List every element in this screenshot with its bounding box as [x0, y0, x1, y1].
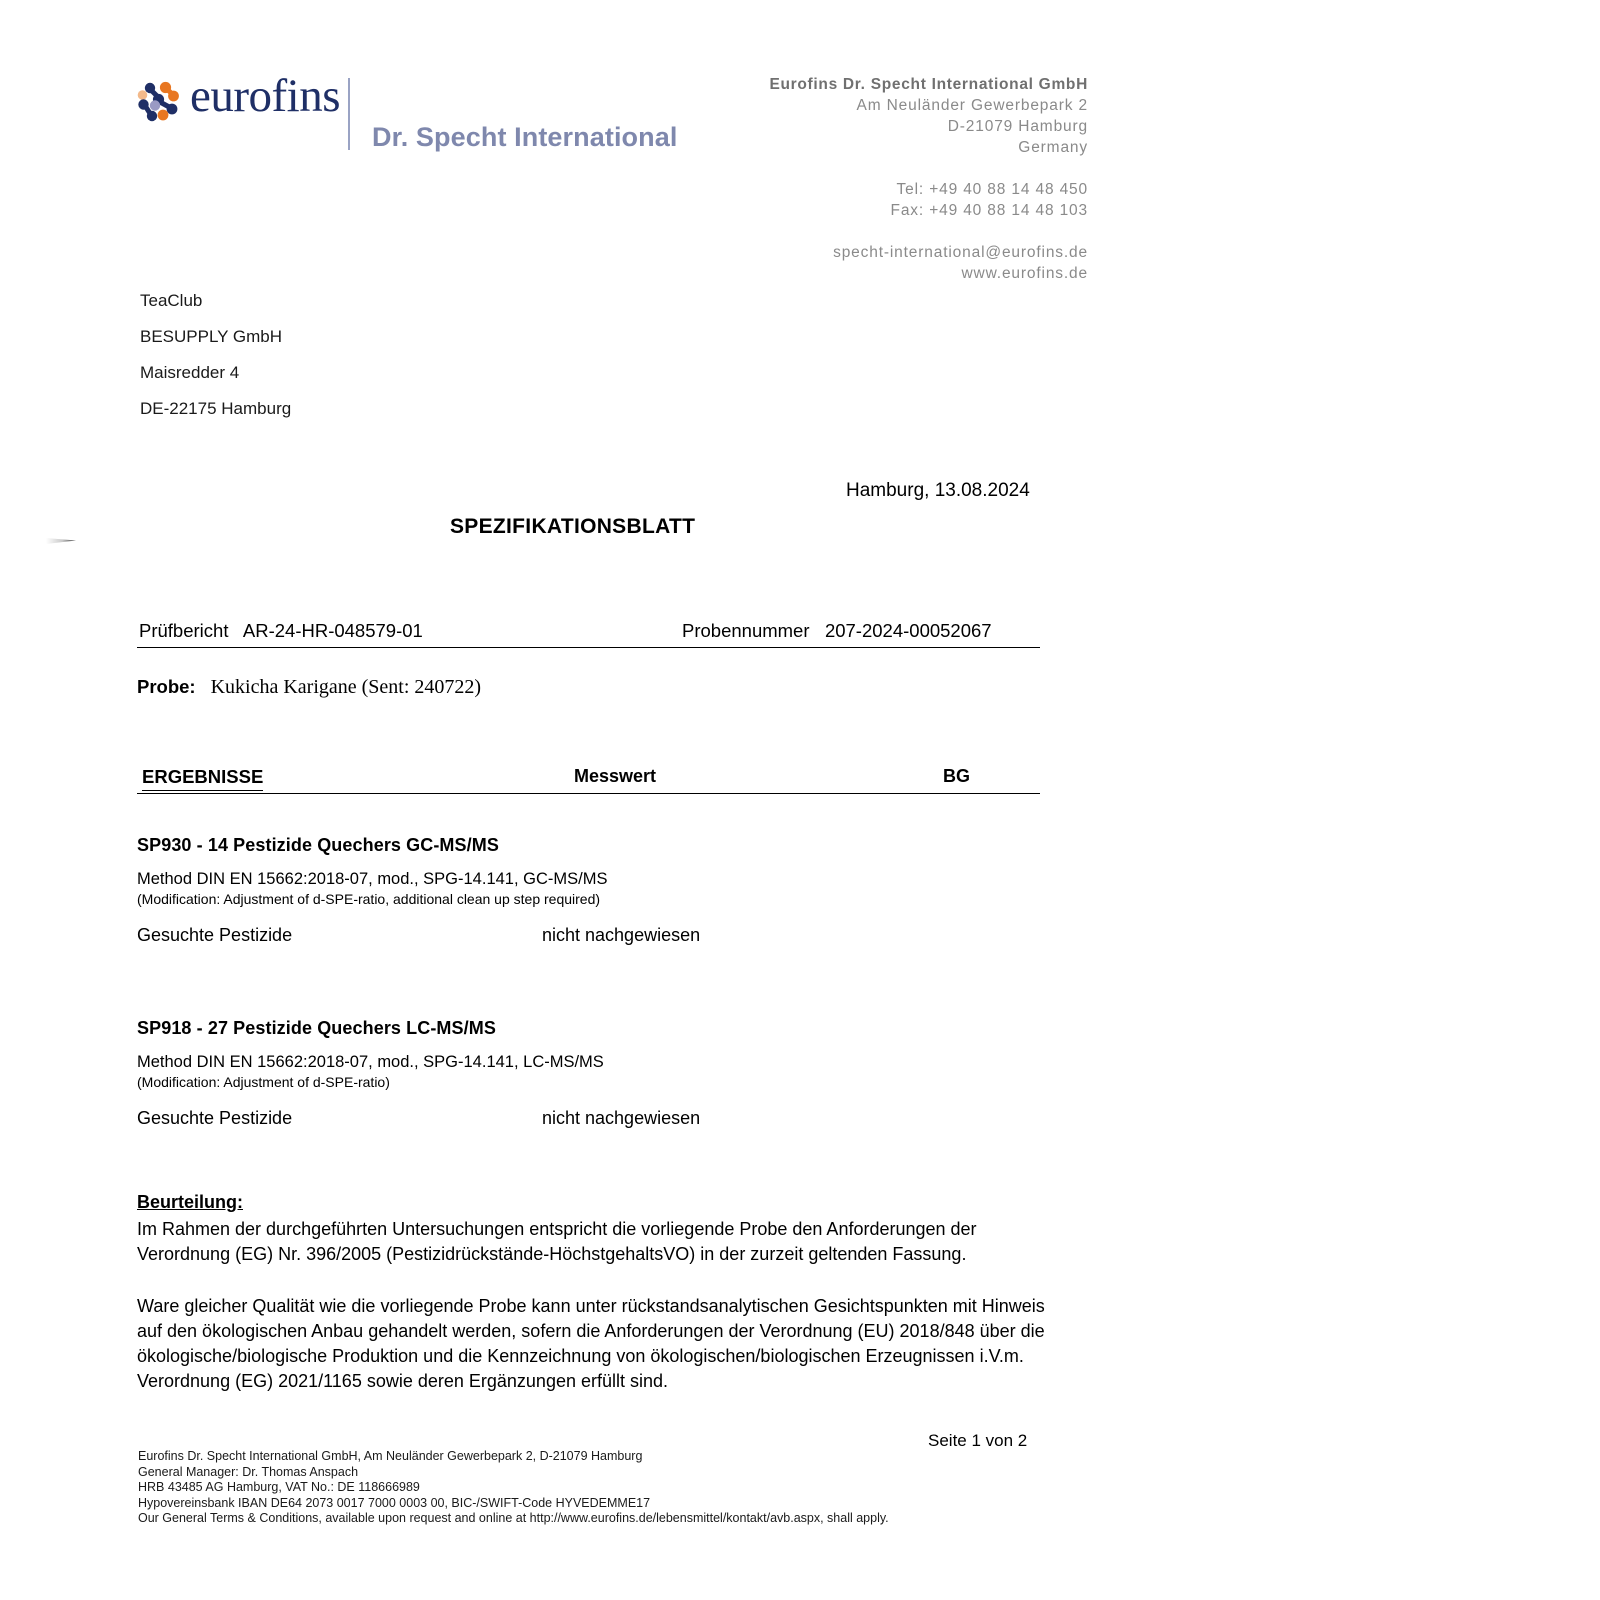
recipient-line-1: TeaClub [140, 291, 203, 310]
table-row [137, 1108, 1040, 1134]
header-street: Am Neuländer Gewerbepark 2 [856, 97, 1088, 114]
report-number-label: Prüfbericht [139, 620, 229, 641]
header-country: Germany [1018, 139, 1088, 156]
method-title: SP930 - 14 Pestizide Quechers GC-MS/MS [137, 835, 499, 855]
page-number: Seite 1 von 2 [928, 1431, 1028, 1450]
header-email: specht-international@eurofins.de [833, 244, 1088, 261]
report-number-field [139, 620, 423, 642]
report-number-value: AR-24-HR-048579-01 [242, 620, 423, 641]
recipient-address-block [140, 283, 291, 427]
column-header-loq: BG [943, 766, 970, 786]
header-company: Eurofins Dr. Specht International GmbH [769, 76, 1088, 93]
column-header-value: Messwert [574, 766, 657, 786]
sample-number-label: Probennummer [682, 620, 810, 641]
footer-line-4: Hypovereinsbank IBAN DE64 2073 0017 7000 0003 00, BIC-/SWIFT-Code HYVEDEMME17 [138, 1495, 651, 1510]
method-standard: Method DIN EN 15662:2018-07, mod., SPG-14.141, LC-MS/MS [137, 1053, 604, 1071]
margin-arrow-icon [46, 533, 80, 549]
table-row [137, 925, 1040, 951]
sample-name-value: Kukicha Karigane (Sent: 240722) [210, 676, 482, 698]
eurofins-logo [134, 72, 340, 126]
footer-line-5: Our General Terms & Conditions, available upon request and online at http://www.eurofins.de/lebensmittel/kontakt/avb.aspx, shall apply. [138, 1511, 889, 1525]
assessment-paragraph-1: Im Rahmen der durchgeführten Untersuchungen entspricht die vorliegende Probe den Anforderungen der Verordnung (EG) Nr. 396/2005 (Pestizidrückstände-HöchstgehaltsVO) in der zurzeit geltenden Fassung. [137, 1219, 977, 1264]
method-standard: Method DIN EN 15662:2018-07, mod., SPG-14.141, GC-MS/MS [137, 870, 608, 888]
sample-name-row [137, 676, 481, 699]
method-title: SP918 - 27 Pestizide Quechers LC-MS/MS [137, 1018, 496, 1038]
recipient-line-4: DE-22175 Hamburg [140, 399, 292, 418]
recipient-line-3: Maisredder 4 [140, 363, 240, 382]
recipient-line-2: BESUPPLY GmbH [140, 327, 283, 346]
header-address-block [769, 74, 1088, 284]
eurofins-dots-logo-icon [134, 78, 182, 126]
result-parameter: Gesuchte Pestizide [137, 1108, 293, 1128]
sample-number-field [682, 620, 992, 642]
assessment-title: Beurteilung: [137, 1192, 243, 1212]
result-parameter: Gesuchte Pestizide [137, 925, 293, 945]
column-header-parameter: ERGEBNISSE [142, 766, 263, 791]
method-block [137, 835, 1040, 951]
footer-legal-block [138, 1449, 889, 1527]
method-modification: (Modification: Adjustment of d-SPE-ratio) [137, 1074, 390, 1090]
method-modification: (Modification: Adjustment of d-SPE-ratio, additional clean up step required) [137, 891, 601, 907]
header-spacer-2 [769, 221, 1088, 242]
method-block [137, 1018, 1040, 1134]
logo-divider [348, 78, 350, 150]
header-fax: Fax: +49 40 88 14 48 103 [890, 202, 1088, 219]
assessment-paragraph-2: Ware gleicher Qualität wie die vorliegende Probe kann unter rückstandsanalytischen Gesichtspunkten mit Hinweis auf den ökologischen Anbau gehandelt werden, sofern die Anforderungen der Verordnung (EU) 2018/848 über die ökologische/biologische Produktion und die Kennzeichnung von ökologischen/biologischen Erzeugnissen i.V.m. Verordnung (EG) 2021/1165 sowie deren Ergänzungen erfüllt sind. [137, 1296, 1045, 1391]
result-value: nicht nachgewiesen [542, 925, 701, 945]
page-title: SPEZIFIKATIONSBLATT [450, 515, 696, 538]
eurofins-wordmark: eurofins [190, 70, 341, 122]
report-identifiers-row [137, 620, 1040, 648]
header-city: D-21079 Hamburg [947, 118, 1088, 135]
header-spacer-1 [769, 158, 1088, 179]
assessment-section [137, 1192, 1047, 1394]
results-table-header [137, 766, 1040, 794]
sample-number-value: 207-2024-00052067 [824, 620, 992, 641]
place-and-date: Hamburg, 13.08.2024 [846, 480, 1030, 501]
logo-subtitle: Dr. Specht International [372, 122, 678, 152]
header-tel: Tel: +49 40 88 14 48 450 [896, 181, 1088, 198]
sample-label: Probe: [137, 676, 196, 697]
footer-line-1: Eurofins Dr. Specht International GmbH, Am Neuländer Gewerbepark 2, D-21079 Hamburg [138, 1449, 643, 1463]
result-value: nicht nachgewiesen [542, 1108, 701, 1128]
footer-line-3: HRB 43485 AG Hamburg, VAT No.: DE 118666989 [138, 1480, 420, 1494]
header-website: www.eurofins.de [961, 265, 1088, 282]
footer-line-2: General Manager: Dr. Thomas Anspach [138, 1464, 359, 1479]
